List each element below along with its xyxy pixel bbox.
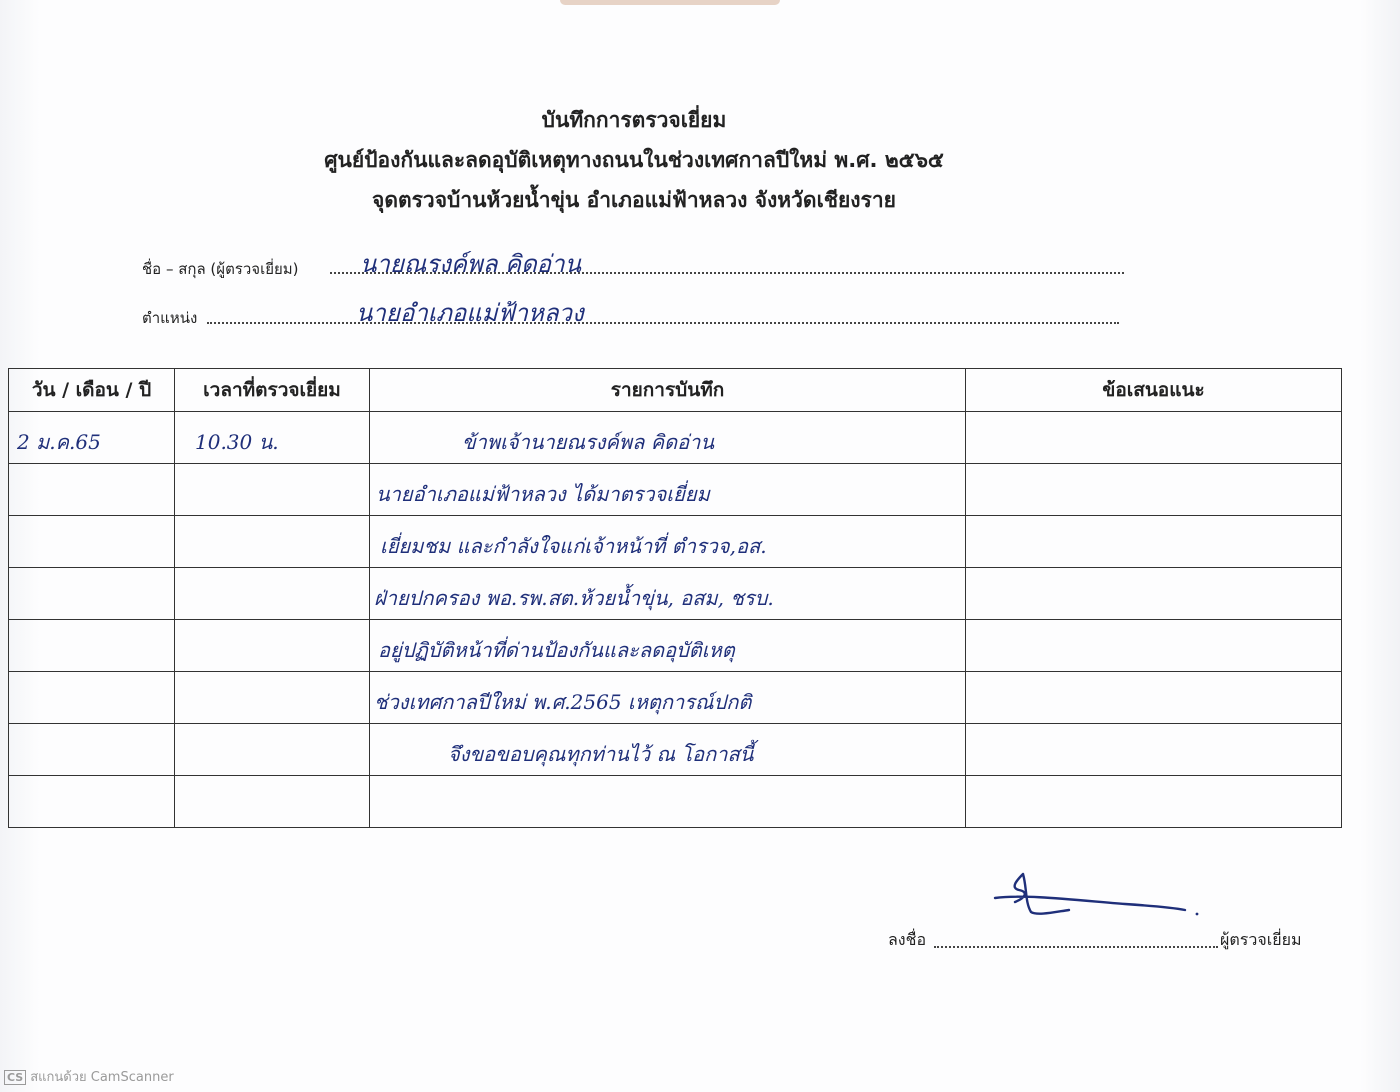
- position-value: นายอำเภอแม่ฟ้าหลวง: [356, 299, 584, 327]
- note-cell: [370, 776, 966, 828]
- scanner-watermark: [4, 1066, 174, 1087]
- note-cell: เยี่ยมชม และกำลังใจแก่เจ้าหน้าที่ ตำรวจ,อส.: [370, 516, 966, 568]
- time-cell: [175, 516, 370, 568]
- time-cell: [175, 672, 370, 724]
- suggestion-cell: [966, 516, 1342, 568]
- time-cell: [175, 464, 370, 516]
- time-cell: 10.30 น.: [175, 412, 370, 464]
- signature-role: ผู้ตรวจเยี่ยม: [1220, 930, 1302, 949]
- camscanner-logo-icon: CS: [4, 1070, 26, 1085]
- date-cell: [9, 776, 175, 828]
- note-cell: นายอำเภอแม่ฟ้าหลวง ได้มาตรวจเยี่ยม: [370, 464, 966, 516]
- table-row: [9, 568, 1342, 620]
- table-row: [9, 516, 1342, 568]
- note-cell: ช่วงเทศกาลปีใหม่ พ.ศ.2565 เหตุการณ์ปกติ: [370, 672, 966, 724]
- note-cell: อยู่ปฏิบัติหน้าที่ด่านป้องกันและลดอุบัติเหตุ: [370, 620, 966, 672]
- header-time: เวลาที่ตรวจเยี่ยม: [175, 369, 370, 412]
- note-cell: ข้าพเจ้านายณรงค์พล คิดอ่าน: [370, 412, 966, 464]
- position-dotted-line: [207, 322, 1119, 324]
- header-notes: รายการบันทึก: [370, 369, 966, 412]
- table-row: [9, 620, 1342, 672]
- date-cell: [9, 672, 175, 724]
- name-value: นายณรงค์พล คิดอ่าน: [360, 250, 581, 278]
- suggestion-cell: [966, 568, 1342, 620]
- suggestion-cell: [966, 672, 1342, 724]
- suggestion-cell: [966, 464, 1342, 516]
- table-row: [9, 412, 1342, 464]
- binder-tab: [560, 0, 780, 5]
- table-row: [9, 776, 1342, 828]
- name-label: ชื่อ – สกุล (ผู้ตรวจเยี่ยม): [142, 260, 299, 278]
- date-cell: [9, 620, 175, 672]
- signature-dotted-line: [934, 946, 1218, 948]
- checkpoint-location: จุดตรวจบ้านห้วยน้ำขุ่น อำเภอแม่ฟ้าหลวง จังหวัดเชียงราย: [372, 188, 896, 212]
- suggestion-cell: [966, 620, 1342, 672]
- note-cell: จึงขอขอบคุณทุกท่านไว้ ณ โอกาสนี้: [370, 724, 966, 776]
- date-cell: [9, 568, 175, 620]
- visit-log-table: [8, 368, 1342, 828]
- time-cell: [175, 620, 370, 672]
- position-label: ตำแหน่ง: [142, 309, 198, 327]
- handwritten-signature: [985, 868, 1205, 924]
- date-cell: 2 ม.ค.65: [9, 412, 175, 464]
- document-subtitle: ศูนย์ป้องกันและลดอุบัติเหตุทางถนนในช่วงเทศกาลปีใหม่ พ.ศ. ๒๕๖๕: [324, 148, 944, 172]
- document-title: บันทึกการตรวจเยี่ยม: [541, 108, 727, 132]
- note-cell: ฝ่ายปกครอง พอ.รพ.สต.ห้วยน้ำขุ่น, อสม, ชรบ.: [370, 568, 966, 620]
- table-row: [9, 724, 1342, 776]
- date-cell: [9, 516, 175, 568]
- table-header-row: [9, 369, 1342, 412]
- watermark-text: สแกนด้วย CamScanner: [30, 1070, 174, 1085]
- suggestion-cell: [966, 776, 1342, 828]
- date-cell: [9, 724, 175, 776]
- header-date: วัน / เดือน / ปี: [9, 369, 175, 412]
- table-row: [9, 672, 1342, 724]
- header-suggestions: ข้อเสนอแนะ: [966, 369, 1342, 412]
- time-cell: [175, 724, 370, 776]
- table-row: [9, 464, 1342, 516]
- time-cell: [175, 776, 370, 828]
- date-cell: [9, 464, 175, 516]
- time-cell: [175, 568, 370, 620]
- signature-label: ลงชื่อ: [888, 930, 927, 949]
- suggestion-cell: [966, 724, 1342, 776]
- suggestion-cell: [966, 412, 1342, 464]
